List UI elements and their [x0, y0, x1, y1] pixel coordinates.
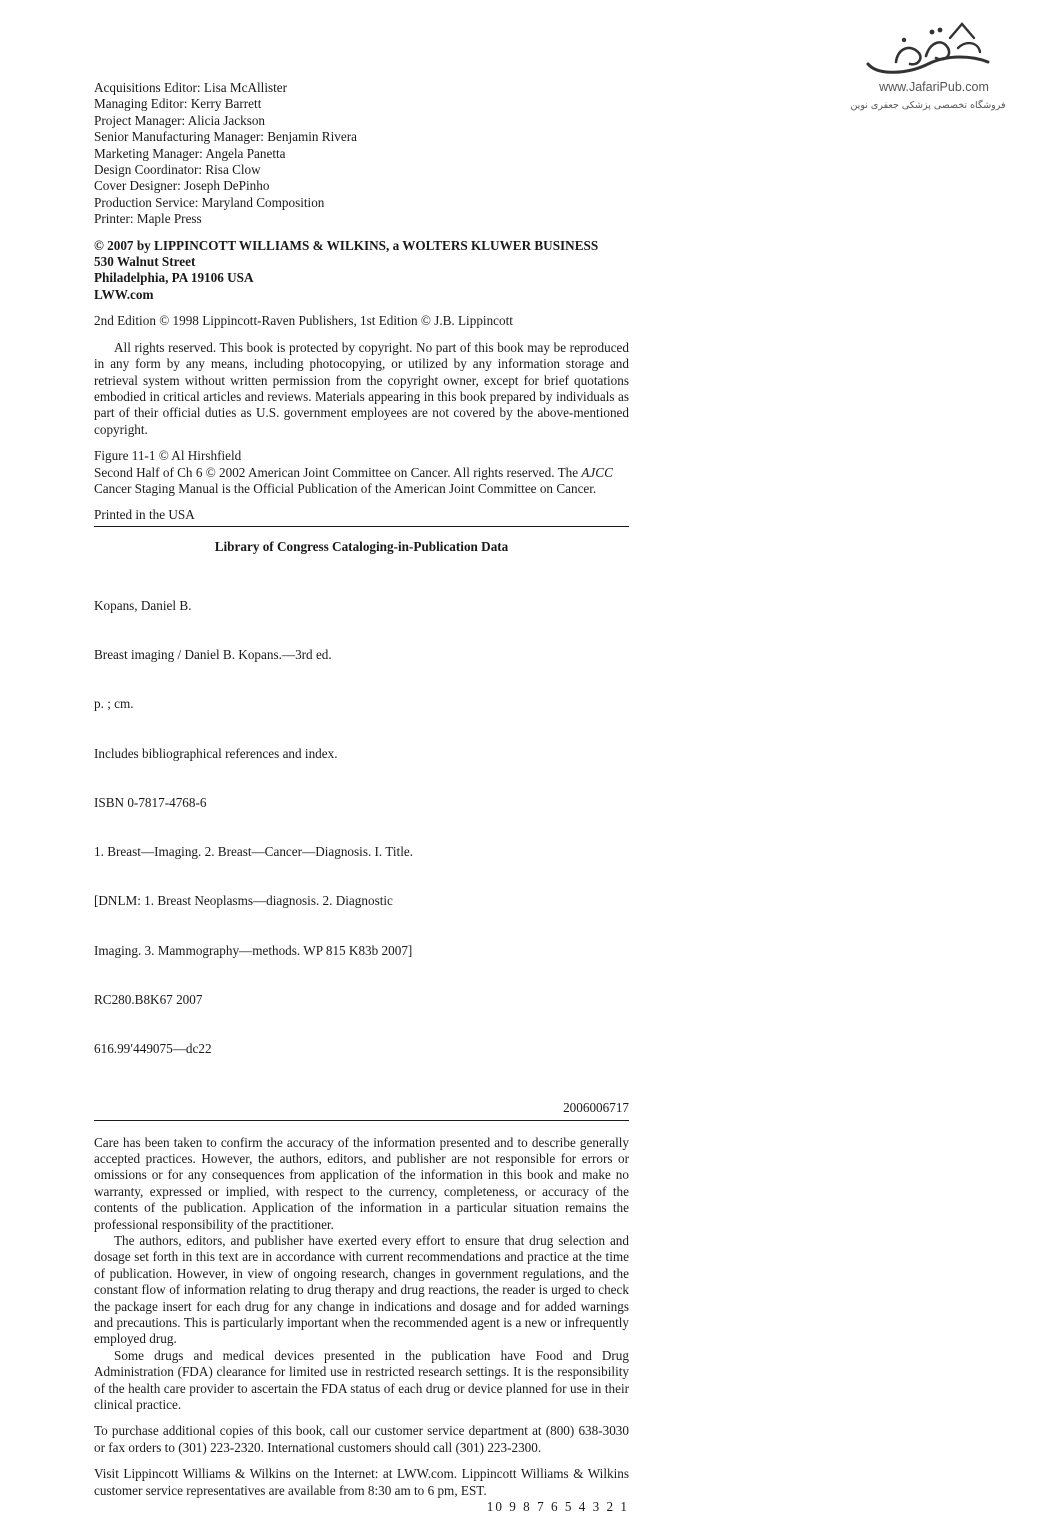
credit-line: Senior Manufacturing Manager: Benjamin Rivera	[94, 129, 357, 145]
logo-subtitle: فروشگاه تخصصی پزشکی جعفری نوین	[850, 100, 1006, 111]
disclaimer-paragraph: Some drugs and medical devices presented in the publication have Food and Drug Administration (FDA) clearance for limited use in restricted research settings. It is the responsibility of the health care provider to ascertain the FDA status of each drug or device planned for use in their clinical practice.	[94, 1347, 629, 1413]
printed-in: Printed in the USA	[94, 507, 195, 523]
cip-line: 1. Breast—Imaging. 2. Breast—Cancer—Diagnosis. I. Title.	[94, 844, 414, 860]
cip-line: 616.99′449075—dc22	[94, 1040, 212, 1056]
cip-line: ISBN 0-7817-4768-6	[94, 794, 207, 810]
credit-line: Printer: Maple Press	[94, 211, 202, 227]
chapter-credit-text-end: Cancer Staging Manual is the Official Publication of the American Joint Committee on Cancer.	[94, 480, 597, 496]
cip-line: Kopans, Daniel B.	[94, 597, 192, 613]
cip-line: [DNLM: 1. Breast Neoplasms—diagnosis. 2. Diagnostic	[94, 893, 393, 909]
cip-line: RC280.B8K67 2007	[94, 991, 203, 1007]
divider-top	[94, 526, 629, 527]
copyright-notice: © 2007 by LIPPINCOTT WILLIAMS & WILKINS, a WOLTERS KLUWER BUSINESS	[94, 237, 599, 253]
permissions-block	[94, 448, 629, 497]
publisher-street: 530 Walnut Street	[94, 254, 196, 270]
cip-heading: Library of Congress Cataloging-in-Publication Data	[214, 538, 509, 554]
divider-bottom	[94, 1120, 629, 1121]
cip-record	[94, 565, 629, 1090]
credit-line: Design Coordinator: Risa Clow	[94, 162, 261, 178]
figure-credit: Figure 11-1 © Al Hirshfield	[94, 448, 242, 464]
credit-line: Acquisitions Editor: Lisa McAllister	[94, 80, 288, 95]
disclaimer-block	[94, 1135, 629, 1414]
cip-line: p. ; cm.	[94, 696, 134, 712]
rights-paragraph: All rights reserved. This book is protected by copyright. No part of this book may be reproduced in any form by any means, including photocopying, or utilized by any information storage and retrieval system without written permission from the copyright owner, except for brief quotations embodied in critical articles and reviews. Materials appearing in this book prepared by individuals as part of their official duties as U.S. government employees are not covered by the above-mentioned copyright.	[94, 339, 629, 437]
credit-line: Managing Editor: Kerry Barrett	[94, 96, 262, 112]
publisher-website: LWW.com	[94, 286, 154, 302]
credit-line: Marketing Manager: Angela Panetta	[94, 145, 286, 161]
website-info: Visit Lippincott Williams & Wilkins on the Internet: at LWW.com. Lippincott Williams & Wilkins customer service representatives are available from 8:30 am to 6 pm, EST.	[94, 1466, 629, 1498]
copyright-page	[94, 80, 629, 1516]
jafaripub-logo	[838, 18, 1014, 120]
cip-line: Breast imaging / Daniel B. Kopans.—3rd ed.	[94, 647, 332, 663]
previous-editions: 2nd Edition © 1998 Lippincott-Raven Publishers, 1st Edition © J.B. Lippincott	[94, 313, 513, 329]
copyright-block	[94, 238, 629, 304]
chapter-credit-text: Second Half of Ch 6 © 2002 American Joint Committee on Cancer. All rights reserved. The	[94, 464, 582, 480]
disclaimer-paragraph: Care has been taken to confirm the accuracy of the information presented and to describe generally accepted practices. However, the authors, editors, and publisher are not responsible for errors or omissions or for any consequences from application of the information in this book and make no warranty, expressed or implied, with respect to the currency, completeness, or accuracy of the contents of the publication. Application of the information in a particular situation remains the professional responsibility of the practitioner.	[94, 1134, 629, 1232]
ajcc-italic: AJCC	[581, 464, 613, 480]
cip-line: Includes bibliographical references and index.	[94, 745, 338, 761]
chapter-credit	[94, 465, 629, 498]
credit-line: Production Service: Maryland Composition	[94, 194, 325, 210]
credit-line: Project Manager: Alicia Jackson	[94, 112, 266, 128]
publisher-city: Philadelphia, PA 19106 USA	[94, 270, 254, 286]
disclaimer-paragraph: The authors, editors, and publisher have exerted every effort to ensure that drug selection and dosage set forth in this text are in accordance with current recommendations and practice at the time of publication. However, in view of ongoing research, changes in government regulations, and the constant flow of information relating to drug therapy and drug reactions, the reader is urged to check the package insert for each drug for any change in indications and dosage and for added warnings and precautions. This is particularly important when the recommended agent is a new or infrequently employed drug.	[94, 1233, 629, 1347]
lccn-number: 2006006717	[563, 1100, 629, 1116]
credits-list	[94, 80, 629, 228]
cip-line: Imaging. 3. Mammography—methods. WP 815 K83b 2007]	[94, 942, 413, 958]
credit-line: Cover Designer: Joseph DePinho	[94, 178, 270, 194]
calligraphy-logo-icon	[838, 18, 1014, 78]
purchase-info: To purchase additional copies of this book, call our customer service department at (800) 638-3030 or fax orders to (301) 223-2320. International customers should call (301) 223-2300.	[94, 1423, 629, 1455]
printing-line: 10 9 8 7 6 5 4 3 2 1	[486, 1499, 629, 1515]
logo-url: www.JafariPub.com	[879, 80, 989, 94]
